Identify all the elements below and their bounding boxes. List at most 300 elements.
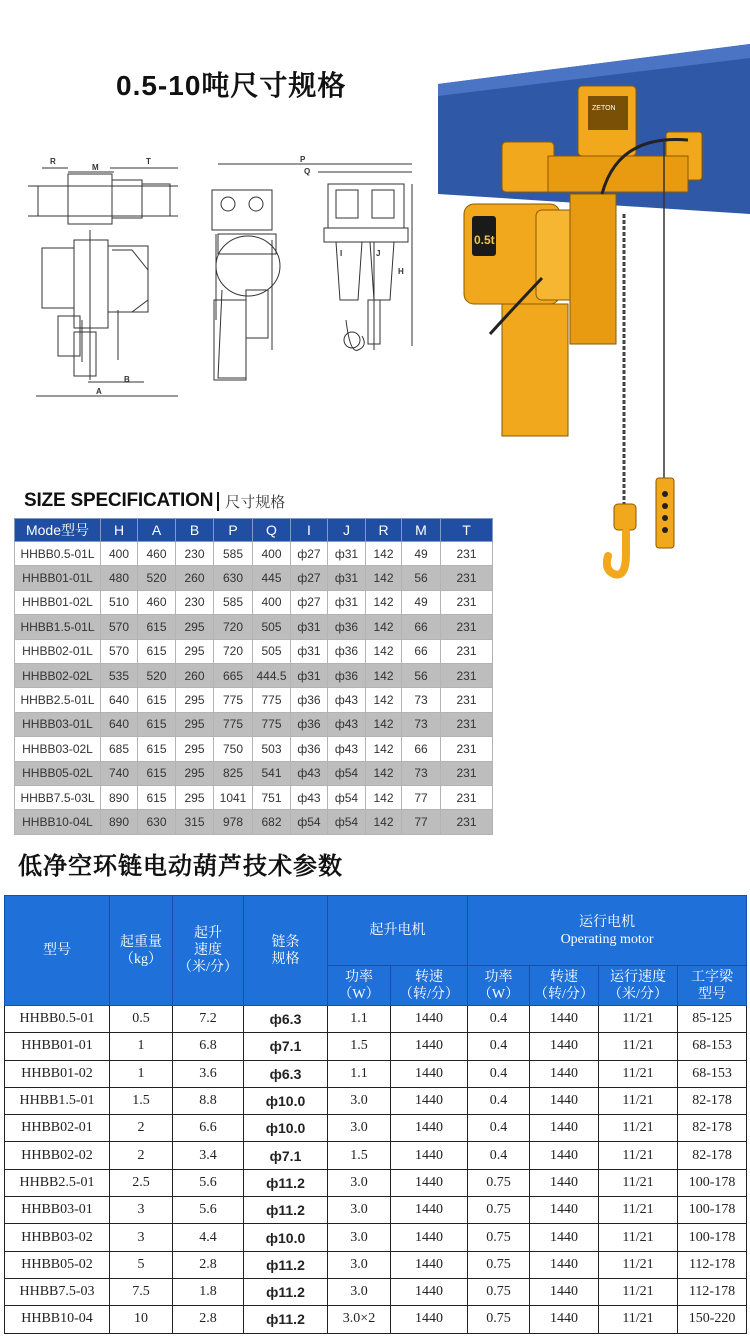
tech-table-body <box>5 1006 747 1334</box>
tech-value-cell: 11/21 <box>599 1142 678 1169</box>
size-value-cell: 630 <box>138 810 176 834</box>
tech-value-cell: 0.75 <box>468 1306 530 1333</box>
tech-value-cell: 6.6 <box>173 1115 244 1142</box>
tech-model-cell: HHBB02-01 <box>5 1115 110 1142</box>
tech-value-cell: 0.75 <box>468 1169 530 1196</box>
size-value-cell: 400 <box>101 542 138 566</box>
tech-value-cell: 11/21 <box>599 1224 678 1251</box>
size-value-cell: 400 <box>253 590 291 614</box>
tech-value-cell: 3.0 <box>328 1169 391 1196</box>
tech-table-row <box>5 1224 747 1251</box>
tech-value-cell: 1440 <box>391 1197 468 1224</box>
tech-table-row <box>5 1278 747 1305</box>
size-value-cell: 295 <box>176 785 214 809</box>
size-value-cell: 775 <box>253 688 291 712</box>
tech-value-cell: 11/21 <box>599 1197 678 1224</box>
tech-value-cell: 11/21 <box>599 1251 678 1278</box>
dim-label-m: M <box>92 163 99 172</box>
size-value-cell: ф27 <box>291 542 328 566</box>
th-model: 型号 <box>5 896 110 1006</box>
size-value-cell: 66 <box>402 737 441 761</box>
size-table-row <box>15 663 493 687</box>
size-value-cell: 751 <box>253 785 291 809</box>
size-spec-heading-en: SIZE SPECIFICATION <box>24 490 214 511</box>
size-value-cell: 142 <box>366 737 402 761</box>
size-table-row <box>15 761 493 785</box>
tech-value-cell: 82-178 <box>678 1142 747 1169</box>
size-header-cell: J <box>328 519 366 542</box>
tech-value-cell: 112-178 <box>678 1278 747 1305</box>
size-value-cell: ф43 <box>328 737 366 761</box>
tech-value-cell: 68-153 <box>678 1033 747 1060</box>
tech-model-cell: HHBB01-02 <box>5 1060 110 1087</box>
tech-value-cell: ф11.2 <box>244 1251 328 1278</box>
size-value-cell: ф31 <box>291 663 328 687</box>
size-value-cell: 640 <box>101 712 138 736</box>
size-value-cell: ф31 <box>328 542 366 566</box>
dim-label-r: R <box>50 157 56 166</box>
tech-value-cell: 2 <box>110 1142 173 1169</box>
size-value-cell: ф43 <box>328 688 366 712</box>
th-chain: 链条 规格 <box>244 896 328 1006</box>
tech-value-cell: 3.0 <box>328 1115 391 1142</box>
tech-value-cell: 1440 <box>391 1142 468 1169</box>
size-value-cell: 142 <box>366 590 402 614</box>
size-model-cell: HHBB01-01L <box>15 566 101 590</box>
size-value-cell: ф31 <box>328 590 366 614</box>
motor-brand-text: ZETON <box>592 105 616 112</box>
tech-value-cell: 11/21 <box>599 1169 678 1196</box>
tech-value-cell: 3.0 <box>328 1224 391 1251</box>
tech-value-cell: 1440 <box>530 1251 599 1278</box>
tech-value-cell: 1 <box>110 1060 173 1087</box>
size-table-row <box>15 590 493 614</box>
size-table-header <box>15 519 493 542</box>
size-value-cell: ф54 <box>328 785 366 809</box>
size-header-cell: I <box>291 519 328 542</box>
tech-value-cell: 3 <box>110 1224 173 1251</box>
tech-value-cell: 0.4 <box>468 1142 530 1169</box>
size-value-cell: ф31 <box>291 615 328 639</box>
tech-value-cell: 10 <box>110 1306 173 1333</box>
tech-model-cell: HHBB1.5-01 <box>5 1087 110 1114</box>
size-model-cell: HHBB1.5-01L <box>15 615 101 639</box>
size-value-cell: 775 <box>214 688 253 712</box>
size-value-cell: 142 <box>366 639 402 663</box>
size-value-cell: 142 <box>366 712 402 736</box>
tech-table-row <box>5 1060 747 1087</box>
size-value-cell: 585 <box>214 590 253 614</box>
size-header-cell: A <box>138 519 176 542</box>
size-value-cell: 615 <box>138 785 176 809</box>
size-value-cell: 520 <box>138 663 176 687</box>
size-header-cell: H <box>101 519 138 542</box>
tech-value-cell: 1.5 <box>110 1087 173 1114</box>
size-value-cell: 295 <box>176 688 214 712</box>
size-value-cell: 231 <box>441 712 493 736</box>
tech-value-cell: 11/21 <box>599 1306 678 1333</box>
tech-value-cell: 5.6 <box>173 1169 244 1196</box>
tech-value-cell: ф11.2 <box>244 1278 328 1305</box>
size-value-cell: 315 <box>176 810 214 834</box>
size-value-cell: 295 <box>176 639 214 663</box>
size-value-cell: 231 <box>441 810 493 834</box>
size-value-cell: 720 <box>214 639 253 663</box>
size-value-cell: 615 <box>138 712 176 736</box>
tech-value-cell: 1440 <box>391 1006 468 1033</box>
tech-value-cell: 3.6 <box>173 1060 244 1087</box>
size-model-cell: HHBB2.5-01L <box>15 688 101 712</box>
tech-value-cell: 1440 <box>530 1087 599 1114</box>
tech-value-cell: 0.5 <box>110 1006 173 1033</box>
tech-value-cell: 7.5 <box>110 1278 173 1305</box>
size-value-cell: ф36 <box>291 737 328 761</box>
size-spec-heading-cn: 尺寸规格 <box>225 493 286 511</box>
size-value-cell: 615 <box>138 761 176 785</box>
size-value-cell: 775 <box>214 712 253 736</box>
tech-table-row <box>5 1006 747 1033</box>
size-value-cell: 615 <box>138 639 176 663</box>
size-value-cell: 66 <box>402 639 441 663</box>
tech-model-cell: HHBB7.5-03 <box>5 1278 110 1305</box>
size-table-row <box>15 566 493 590</box>
tech-value-cell: ф6.3 <box>244 1060 328 1087</box>
size-value-cell: 740 <box>101 761 138 785</box>
size-value-cell: 615 <box>138 615 176 639</box>
size-value-cell: 260 <box>176 566 214 590</box>
size-value-cell: 615 <box>138 737 176 761</box>
size-value-cell: 142 <box>366 761 402 785</box>
size-header-cell: P <box>214 519 253 542</box>
size-value-cell: 77 <box>402 785 441 809</box>
tech-value-cell: 11/21 <box>599 1115 678 1142</box>
size-value-cell: 750 <box>214 737 253 761</box>
tech-value-cell: 3.4 <box>173 1142 244 1169</box>
size-header-cell: T <box>441 519 493 542</box>
tech-value-cell: 11/21 <box>599 1060 678 1087</box>
size-spec-table <box>14 518 493 835</box>
size-value-cell: 630 <box>214 566 253 590</box>
size-model-cell: HHBB02-01L <box>15 639 101 663</box>
tech-value-cell: 6.8 <box>173 1033 244 1060</box>
size-table-row <box>15 785 493 809</box>
tech-value-cell: 112-178 <box>678 1251 747 1278</box>
tech-value-cell: 3.0 <box>328 1278 391 1305</box>
tech-value-cell: 1440 <box>391 1278 468 1305</box>
size-value-cell: 231 <box>441 761 493 785</box>
size-header-cell: B <box>176 519 214 542</box>
tech-value-cell: 3.0 <box>328 1251 391 1278</box>
size-value-cell: 142 <box>366 615 402 639</box>
tech-value-cell: ф7.1 <box>244 1033 328 1060</box>
size-table-row <box>15 810 493 834</box>
tech-value-cell: 11/21 <box>599 1033 678 1060</box>
tech-value-cell: ф7.1 <box>244 1142 328 1169</box>
tech-value-cell: 1440 <box>391 1060 468 1087</box>
tech-value-cell: 0.75 <box>468 1197 530 1224</box>
tech-value-cell: 11/21 <box>599 1278 678 1305</box>
dim-label-t: T <box>146 157 151 166</box>
th-run-speed: 运行速度 （米/分） <box>599 966 678 1006</box>
tech-value-cell: ф11.2 <box>244 1169 328 1196</box>
tech-model-cell: HHBB03-01 <box>5 1197 110 1224</box>
tech-model-cell: HHBB01-01 <box>5 1033 110 1060</box>
size-table-row <box>15 615 493 639</box>
tech-value-cell: 1440 <box>530 1224 599 1251</box>
tech-value-cell: 150-220 <box>678 1306 747 1333</box>
tech-value-cell: 4.4 <box>173 1224 244 1251</box>
tech-value-cell: 1440 <box>391 1087 468 1114</box>
size-value-cell: 505 <box>253 615 291 639</box>
size-value-cell: ф36 <box>328 639 366 663</box>
tech-value-cell: 1 <box>110 1033 173 1060</box>
size-value-cell: 49 <box>402 590 441 614</box>
tech-value-cell: 0.4 <box>468 1087 530 1114</box>
tech-table-row <box>5 1197 747 1224</box>
tech-table-row <box>5 1115 747 1142</box>
tech-value-cell: 11/21 <box>599 1087 678 1114</box>
dim-label-p: P <box>300 155 306 164</box>
th-rpm-run: 转速 （转/分） <box>530 966 599 1006</box>
size-value-cell: 890 <box>101 810 138 834</box>
size-model-cell: HHBB10-04L <box>15 810 101 834</box>
size-value-cell: 73 <box>402 712 441 736</box>
tech-value-cell: 1.5 <box>328 1142 391 1169</box>
size-header-cell: M <box>402 519 441 542</box>
tech-value-cell: 3.0 <box>328 1197 391 1224</box>
tech-value-cell: 0.4 <box>468 1115 530 1142</box>
size-value-cell: 231 <box>441 785 493 809</box>
size-value-cell: ф43 <box>291 785 328 809</box>
size-value-cell: 460 <box>138 590 176 614</box>
size-value-cell: 230 <box>176 590 214 614</box>
size-value-cell: ф31 <box>328 566 366 590</box>
size-value-cell: 142 <box>366 810 402 834</box>
tech-value-cell: 1440 <box>530 1197 599 1224</box>
dim-label-j: J <box>376 249 381 258</box>
tech-table-row <box>5 1306 747 1333</box>
size-value-cell: 585 <box>214 542 253 566</box>
size-value-cell: 231 <box>441 615 493 639</box>
tech-table-row <box>5 1169 747 1196</box>
size-value-cell: 142 <box>366 542 402 566</box>
size-value-cell: 260 <box>176 663 214 687</box>
size-value-cell: 231 <box>441 590 493 614</box>
tech-value-cell: 1440 <box>530 1033 599 1060</box>
tech-value-cell: ф11.2 <box>244 1197 328 1224</box>
dim-label-h: H <box>398 267 404 276</box>
size-value-cell: 978 <box>214 810 253 834</box>
tech-model-cell: HHBB10-04 <box>5 1306 110 1333</box>
size-value-cell: 231 <box>441 737 493 761</box>
size-value-cell: ф36 <box>328 663 366 687</box>
size-value-cell: 231 <box>441 542 493 566</box>
size-model-cell: HHBB03-01L <box>15 712 101 736</box>
size-value-cell: 775 <box>253 712 291 736</box>
tech-value-cell: 2.8 <box>173 1251 244 1278</box>
size-value-cell: 510 <box>101 590 138 614</box>
th-beam: 工字梁 型号 <box>678 966 747 1006</box>
size-value-cell: 231 <box>441 663 493 687</box>
size-value-cell: 685 <box>101 737 138 761</box>
size-value-cell: 231 <box>441 566 493 590</box>
tech-value-cell: ф10.0 <box>244 1224 328 1251</box>
tech-value-cell: 1440 <box>530 1115 599 1142</box>
tech-value-cell: 5.6 <box>173 1197 244 1224</box>
size-value-cell: 56 <box>402 663 441 687</box>
tech-value-cell: 0.4 <box>468 1006 530 1033</box>
tech-model-cell: HHBB2.5-01 <box>5 1169 110 1196</box>
size-value-cell: 640 <box>101 688 138 712</box>
tech-table-row <box>5 1251 747 1278</box>
size-value-cell: 73 <box>402 688 441 712</box>
tech-model-cell: HHBB03-02 <box>5 1224 110 1251</box>
tech-value-cell: 3.0 <box>328 1087 391 1114</box>
tech-value-cell: 1440 <box>391 1251 468 1278</box>
tech-value-cell: 100-178 <box>678 1224 747 1251</box>
size-value-cell: 142 <box>366 785 402 809</box>
dimension-drawing <box>28 150 428 402</box>
size-value-cell: 142 <box>366 663 402 687</box>
size-value-cell: 73 <box>402 761 441 785</box>
tech-value-cell: 82-178 <box>678 1115 747 1142</box>
size-value-cell: ф54 <box>328 810 366 834</box>
size-spec-heading <box>24 488 285 514</box>
size-model-cell: HHBB7.5-03L <box>15 785 101 809</box>
tech-value-cell: ф10.0 <box>244 1087 328 1114</box>
size-value-cell: 295 <box>176 615 214 639</box>
th-load: 起重量 （kg） <box>110 896 173 1006</box>
tech-table-row <box>5 1087 747 1114</box>
size-value-cell: 665 <box>214 663 253 687</box>
size-value-cell: 400 <box>253 542 291 566</box>
tech-model-cell: HHBB0.5-01 <box>5 1006 110 1033</box>
size-value-cell: ф43 <box>328 712 366 736</box>
size-model-cell: HHBB05-02L <box>15 761 101 785</box>
size-model-cell: HHBB03-02L <box>15 737 101 761</box>
size-value-cell: 505 <box>253 639 291 663</box>
size-value-cell: 295 <box>176 761 214 785</box>
tech-value-cell: 1440 <box>391 1169 468 1196</box>
size-value-cell: ф43 <box>291 761 328 785</box>
size-value-cell: 460 <box>138 542 176 566</box>
size-value-cell: ф54 <box>328 761 366 785</box>
tech-value-cell: 1440 <box>391 1033 468 1060</box>
tech-value-cell: 0.75 <box>468 1251 530 1278</box>
size-header-cell: R <box>366 519 402 542</box>
th-power-lift: 功率 （W） <box>328 966 391 1006</box>
tech-value-cell: 1440 <box>530 1142 599 1169</box>
tech-value-cell: 1440 <box>530 1060 599 1087</box>
size-header-cell: Mode型号 <box>15 519 101 542</box>
page-title: 0.5-10吨尺寸规格 <box>116 70 347 101</box>
size-value-cell: 444.5 <box>253 663 291 687</box>
size-value-cell: 682 <box>253 810 291 834</box>
tech-value-cell: 85-125 <box>678 1006 747 1033</box>
size-value-cell: ф27 <box>291 566 328 590</box>
tech-value-cell: 100-178 <box>678 1197 747 1224</box>
tech-value-cell: 3.0×2 <box>328 1306 391 1333</box>
size-value-cell: 66 <box>402 615 441 639</box>
tech-value-cell: 1440 <box>530 1169 599 1196</box>
tech-value-cell: 1.8 <box>173 1278 244 1305</box>
size-table-row <box>15 639 493 663</box>
tech-value-cell: 82-178 <box>678 1087 747 1114</box>
tech-value-cell: 1440 <box>530 1306 599 1333</box>
hoist-product-image <box>438 44 750 590</box>
size-table-body <box>15 542 493 835</box>
size-table-row <box>15 688 493 712</box>
th-run-motor: 运行电机 Operating motor <box>468 896 747 966</box>
size-value-cell: 295 <box>176 737 214 761</box>
size-value-cell: 535 <box>101 663 138 687</box>
size-value-cell: 77 <box>402 810 441 834</box>
tech-value-cell: 3 <box>110 1197 173 1224</box>
size-value-cell: 720 <box>214 615 253 639</box>
size-value-cell: 142 <box>366 566 402 590</box>
tech-value-cell: ф10.0 <box>244 1115 328 1142</box>
th-lift-speed: 起升 速度 （米/分） <box>173 896 244 1006</box>
size-value-cell: 541 <box>253 761 291 785</box>
tech-value-cell: ф6.3 <box>244 1006 328 1033</box>
tech-value-cell: 1440 <box>530 1278 599 1305</box>
dim-label-a: A <box>96 387 102 396</box>
size-table-row <box>15 542 493 566</box>
tech-model-cell: HHBB02-02 <box>5 1142 110 1169</box>
tech-value-cell: 0.4 <box>468 1033 530 1060</box>
size-table-row <box>15 712 493 736</box>
size-model-cell: HHBB0.5-01L <box>15 542 101 566</box>
tech-table-row <box>5 1033 747 1060</box>
hoist-display-text: 0.5t <box>474 233 495 247</box>
size-header-cell: Q <box>253 519 291 542</box>
size-value-cell: 503 <box>253 737 291 761</box>
size-value-cell: 1041 <box>214 785 253 809</box>
size-value-cell: 480 <box>101 566 138 590</box>
tech-value-cell: 8.8 <box>173 1087 244 1114</box>
tech-value-cell: 7.2 <box>173 1006 244 1033</box>
tech-value-cell: 5 <box>110 1251 173 1278</box>
size-value-cell: 570 <box>101 615 138 639</box>
tech-value-cell: 0.4 <box>468 1060 530 1087</box>
size-value-cell: 825 <box>214 761 253 785</box>
th-lift-motor: 起升电机 <box>328 896 468 966</box>
size-value-cell: 230 <box>176 542 214 566</box>
tech-params-table <box>4 895 747 1334</box>
size-value-cell: 231 <box>441 639 493 663</box>
size-value-cell: ф31 <box>291 639 328 663</box>
size-value-cell: ф36 <box>291 688 328 712</box>
tech-header-row-1 <box>5 896 747 966</box>
tech-value-cell: 1440 <box>530 1006 599 1033</box>
dim-label-i: I <box>340 249 343 258</box>
th-power-run: 功率 （W） <box>468 966 530 1006</box>
size-value-cell: 231 <box>441 688 493 712</box>
tech-value-cell: 2.8 <box>173 1306 244 1333</box>
tech-value-cell: 2.5 <box>110 1169 173 1196</box>
size-value-cell: 520 <box>138 566 176 590</box>
th-rpm-lift: 转速 （转/分） <box>391 966 468 1006</box>
size-value-cell: 570 <box>101 639 138 663</box>
size-value-cell: 295 <box>176 712 214 736</box>
size-model-cell: HHBB02-02L <box>15 663 101 687</box>
tech-value-cell: 1.5 <box>328 1033 391 1060</box>
tech-value-cell: 0.75 <box>468 1278 530 1305</box>
tech-value-cell: 68-153 <box>678 1060 747 1087</box>
size-value-cell: ф54 <box>291 810 328 834</box>
size-value-cell: ф36 <box>291 712 328 736</box>
size-value-cell: 142 <box>366 688 402 712</box>
